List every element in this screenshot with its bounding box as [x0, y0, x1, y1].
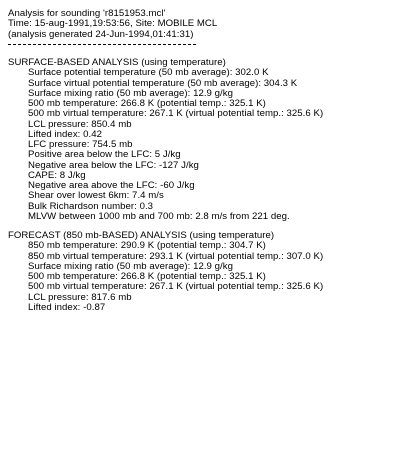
surface-line: Negative area above the LFC: -60 J/kg [28, 180, 195, 191]
forecast-line: 850 mb virtual temperature: 293.1 K (virtual potential temp.: 307.0 K) [28, 250, 324, 262]
surface-line: Surface virtual potential temperature (50 mb average): 304.3 K [28, 77, 298, 89]
report-time-site: Time: 15-aug-1991,19:53:56, Site: MOBILE MCL [8, 18, 218, 30]
surface-line: 500 mb virtual temperature: 267.1 K (virtual potential temp.: 325.6 K) [28, 108, 324, 120]
forecast-line: 500 mb temperature: 266.8 K (potential temp.: 325.1 K) [28, 271, 266, 282]
forecast-line: LCL pressure: 817.6 mb [28, 291, 132, 303]
surface-line: Bulk Richardson number: 0.3 [28, 200, 154, 212]
surface-line: Negative area below the LFC: -127 J/kg [28, 159, 199, 171]
surface-line: Surface mixing ratio (50 mb average): 12.9 g/kg [28, 87, 233, 99]
surface-line: LFC pressure: 754.5 mb [28, 139, 133, 150]
surface-line: LCL pressure: 850.4 mb [28, 118, 132, 130]
forecast-line: Lifted index: -0.87 [28, 301, 106, 313]
surface-line: Lifted index: 0.42 [28, 128, 102, 140]
surface-line: Surface potential temperature (50 mb average): 302.0 K [28, 67, 269, 79]
surface-line: CAPE: 8 J/kg [28, 169, 86, 181]
forecast-line: 850 mb temperature: 290.9 K (potential temp.: 304.7 K) [28, 240, 266, 252]
report-title: Analysis for sounding 'r8151953.mcl' [8, 8, 166, 19]
forecast-section [8, 231, 416, 313]
surface-line: MLVW between 1000 mb and 700 mb: 2.8 m/s from 221 deg. [28, 210, 290, 222]
sounding-analysis-report [8, 9, 416, 313]
header-divider [8, 40, 416, 50]
surface-line: 500 mb temperature: 266.8 K (potential temp.: 325.1 K) [28, 98, 266, 109]
surface-based-section [8, 58, 416, 222]
report-generated-date: (analysis generated 24-Jun-1994,01:41:31) [8, 28, 194, 40]
forecast-section-heading: FORECAST (850 mb-BASED) ANALYSIS (using temperature) [8, 230, 275, 241]
surface-line: Shear over lowest 6km: 7.4 m/s [28, 190, 164, 202]
forecast-line: Surface mixing ratio (50 mb average): 12.9 g/kg [28, 260, 233, 272]
surface-line: Positive area below the LFC: 5 J/kg [28, 149, 181, 161]
forecast-line: 500 mb virtual temperature: 267.1 K (virtual potential temp.: 325.6 K) [28, 281, 324, 293]
surface-section-heading: SURFACE-BASED ANALYSIS (using temperature) [8, 57, 226, 68]
